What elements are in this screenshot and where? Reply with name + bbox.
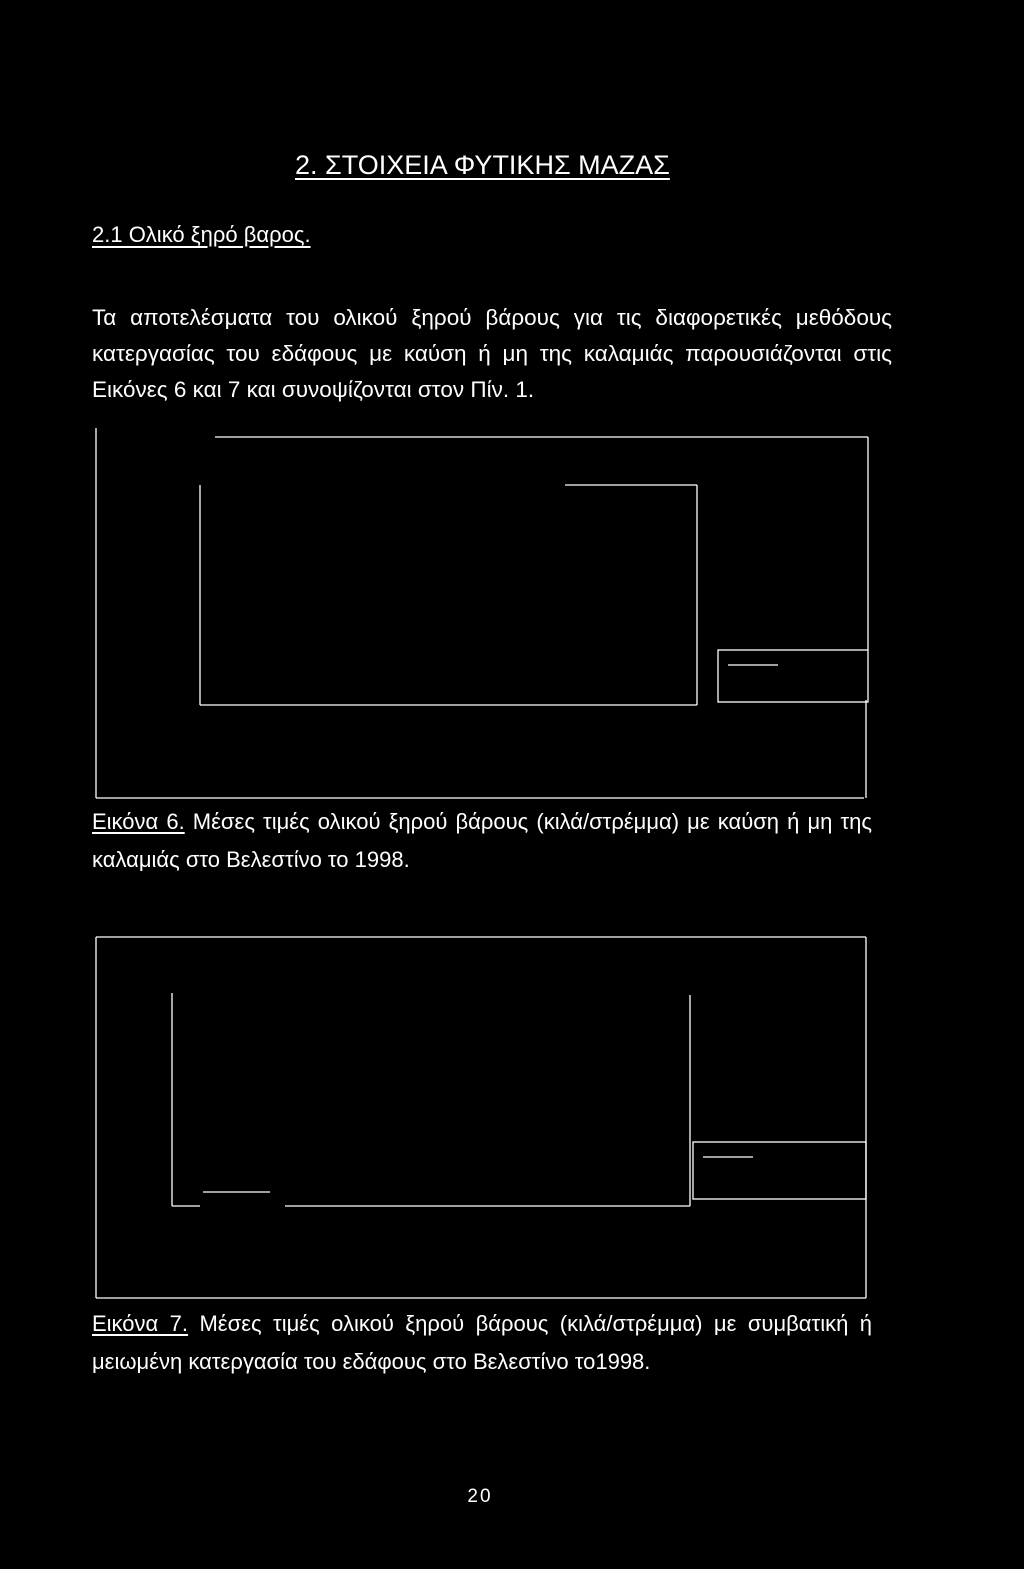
figure-7-caption-text: Μέσες τιμές ολικού ξηρού βάρους (κιλά/στρέμμα) με συμβατική ή μειωμένη κατεργασία του εδάφους στο Βελεστίνο το1998.: [92, 1311, 872, 1374]
section-heading: 2. ΣΤΟΙΧΕΙΑ ΦΥΤΙΚΗΣ ΜΑΖΑΣ: [295, 150, 670, 180]
figure-6-label: Εικόνα 6.: [92, 809, 185, 834]
subsection-heading: 2.1 Ολικό ξηρό βαρος.: [92, 222, 311, 247]
figure-6-caption-text: Μέσες τιμές ολικού ξηρού βάρους (κιλά/στρέμμα) με καύση ή μη της καλαμιάς στο Βελεστίνο το 1998.: [92, 809, 873, 872]
figure-7-caption: [92, 1305, 872, 1381]
page-number: 20: [467, 1486, 493, 1507]
figure-7-label: Εικόνα 7.: [92, 1311, 189, 1336]
body-paragraph: Τα αποτελέσματα του ολικού ξηρού βάρους για τις διαφορετικές μεθόδους κατεργασίας του εδάφους με καύση ή μη της καλαμιάς παρουσιάζονται στις Εικόνες 6 και 7 και συνοψίζονται στον Πίν. 1.: [92, 305, 892, 402]
